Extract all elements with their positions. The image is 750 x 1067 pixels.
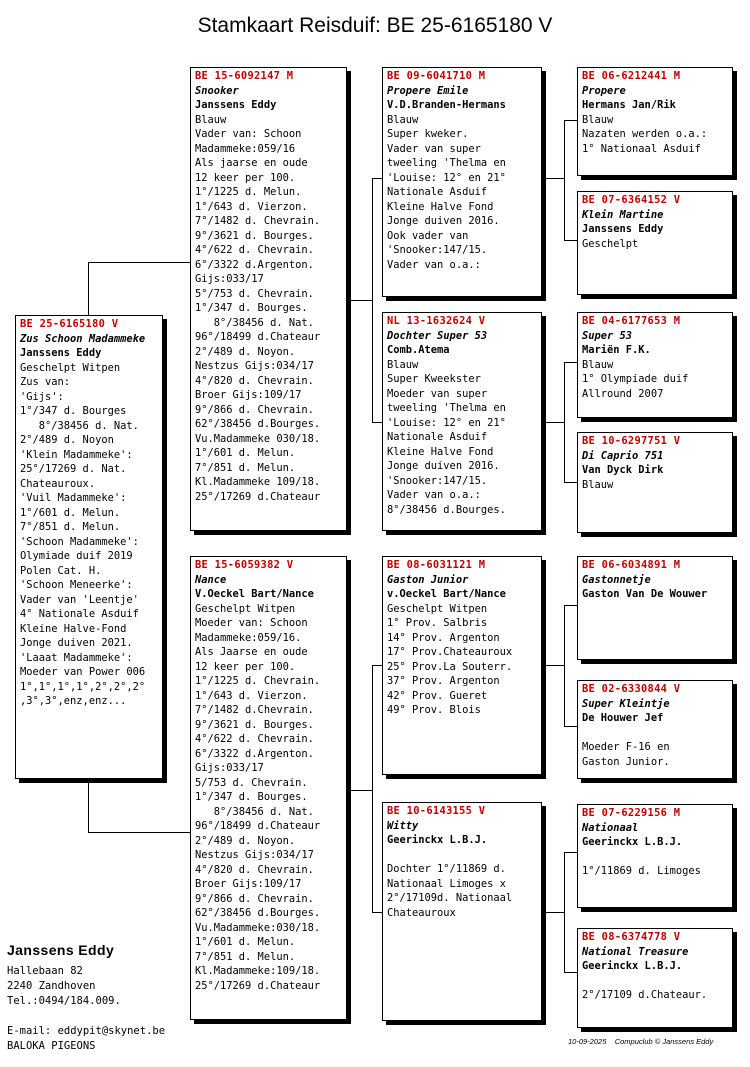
info-line: 42° Prov. Gueret (387, 689, 488, 702)
great-grandparent-card (577, 312, 733, 418)
connector-line (564, 726, 577, 727)
info-line: Moeder van Power 006 (20, 666, 146, 678)
owner-name: Van Dyck Dirk (582, 464, 664, 476)
pigeon-name: Super 53 (582, 329, 633, 342)
info-line: Nestzus Gijs:034/17 (195, 849, 314, 861)
granddam-maternal-card (382, 802, 542, 1021)
owner-name: V.Oeckel Bart/Nance (195, 588, 314, 600)
grandsire-paternal-card (382, 67, 542, 297)
info-line: 2°/489 d. Noyon (20, 434, 114, 446)
info-line: Jonge duiven 2021. (20, 637, 133, 649)
info-line: 'Snooker:147/15. (387, 244, 488, 256)
info-line: 4° Nationale Asduif (20, 608, 139, 620)
ring-number: BE 10-6297751 V (582, 435, 681, 447)
info-line: 9°/866 d. Chevrain. (195, 403, 314, 416)
info-line: 9°/3621 d. Bourges. (195, 229, 314, 242)
connector-line (372, 178, 373, 423)
info-line: 1°,1°,1°,1°,2°,2°,2° (20, 680, 146, 693)
connector-line (88, 778, 89, 833)
pigeon-name: Di Caprio 751 (582, 449, 664, 462)
info-line: 8°/38456 d. Nat. (195, 805, 314, 818)
info-line: 1°/347 d. Bourges. (195, 791, 308, 803)
owner-name: v.Oeckel Bart/Nance (387, 588, 506, 600)
connector-line (564, 240, 577, 241)
info-line: ,3°,3°,enz,enz... (20, 695, 127, 707)
info-line: Vu.Madammeke 030/18. (195, 432, 321, 445)
info-line: Gaston Junior. (582, 755, 670, 768)
owner-name: Janssens Eddy (195, 99, 277, 111)
connector-line (545, 422, 565, 423)
pigeon-name: Nationaal (582, 821, 639, 834)
info-line: Jonge duiven 2016. (387, 215, 500, 227)
ring-number: BE 07-6229156 M (582, 807, 681, 819)
info-line: Blauw (582, 478, 614, 491)
subject-card (15, 315, 163, 779)
info-line: Chateauroux. (20, 477, 96, 490)
info-line: Dochter 1°/11869 d. (387, 863, 506, 875)
info-line: 25° Prov.La Souterr. (387, 660, 513, 673)
info-line: 8°/38456 d. Nat. (195, 316, 314, 329)
info-line: 25°/17269 d.Chateaur (195, 979, 321, 992)
info-line: 'Laaat Madammeke': (20, 651, 133, 664)
great-grandparent-card (577, 556, 733, 660)
info-line: Chateauroux (387, 906, 456, 919)
info-line: 9°/3621 d. Bourges. (195, 718, 314, 731)
connector-line (564, 482, 577, 483)
info-line: 'Snooker:147/15. (387, 474, 488, 487)
info-line: 37° Prov. Argenton (387, 675, 500, 687)
info-line: 1°/643 d. Vierzon. (195, 689, 308, 702)
info-line: Blauw (582, 358, 614, 371)
info-line: 1°/643 d. Vierzon. (195, 200, 308, 213)
pigeon-name: Zus Schoon Madammeke (20, 332, 146, 345)
info-line: Vader van: Schoon (195, 128, 302, 140)
info-line: 7°/1482 d. Chevrain. (195, 215, 321, 227)
info-line: 7°/1482 d.Chevrain. (195, 704, 314, 716)
info-line: tweeling 'Thelma en (387, 402, 506, 414)
info-line: Moeder van: Schoon (195, 617, 308, 629)
info-line: Geschelpt Witpen (387, 602, 488, 615)
great-grandparent-card (577, 191, 733, 295)
info-line: 49° Prov. Blois (387, 704, 481, 716)
pigeon-name: Super Kleintje (582, 697, 670, 710)
info-line: 4°/820 d. Chevrain. (195, 374, 314, 387)
info-line: Nazaten werden o.a.: (582, 128, 708, 140)
pigeon-name: Gastonnetje (582, 573, 651, 586)
breeder-name: Janssens Eddy (7, 942, 115, 958)
info-line: 1° Nationaal Asduif (582, 142, 701, 155)
ring-number: BE 10-6143155 V (387, 805, 486, 817)
info-line: 14° Prov. Argenton (387, 631, 500, 644)
info-line: Geschelpt Witpen (20, 361, 121, 374)
great-grandparent-card (577, 67, 733, 176)
connector-line (545, 178, 565, 179)
ring-number: BE 15-6092147 M (195, 70, 294, 82)
ring-number: BE 02-6330844 V (582, 683, 681, 695)
info-line: Kleine Halve-Fond (20, 622, 127, 635)
great-grandparent-card (577, 680, 733, 779)
info-line: 1°/601 d. Melun. (195, 936, 296, 948)
pigeon-name: Snooker (195, 84, 239, 97)
breeder-city: 2240 Zandhoven (7, 980, 96, 992)
info-line: 4°/622 d. Chevrain. (195, 733, 314, 745)
info-line: Madammeke:059/16 (195, 142, 296, 155)
info-line: 17° Prov.Chateauroux (387, 646, 513, 658)
info-line: Blauw (387, 113, 419, 126)
connector-line (88, 262, 191, 263)
info-line: Als jaarse en oude (195, 157, 308, 169)
owner-name: Gaston Van De Wouwer (582, 588, 708, 600)
owner-name: V.D.Branden-Hermans (387, 99, 506, 111)
info-line: 'Gijs': (20, 390, 64, 403)
info-line: 'Klein Madammeke': (20, 448, 133, 461)
info-line: 1°/1225 d. Chevrain. (195, 675, 321, 687)
info-line: Nationale Asduif (387, 186, 488, 198)
info-line: Geschelpt (582, 237, 639, 250)
loft-name: BALOKA PIGEONS (7, 1040, 96, 1052)
info-line: 62°/38456 d.Bourges. (195, 907, 321, 919)
info-line: Gijs:033/17 (195, 762, 264, 774)
connector-line (564, 605, 565, 727)
info-line: 'Louise: 12° en 21° (387, 171, 506, 184)
pigeon-name: Propere Emile (387, 84, 469, 97)
great-grandparent-card (577, 804, 733, 908)
owner-name: Geerinckx L.B.J. (387, 834, 488, 846)
great-grandparent-card (577, 432, 733, 533)
connector-line (564, 362, 565, 482)
pigeon-name: National Treasure (582, 945, 689, 958)
info-line: 96°/18499 d.Chateaur (195, 820, 321, 832)
grandsire-maternal-card (382, 556, 542, 775)
info-line: Blauw (195, 113, 227, 126)
connector-line (350, 790, 372, 791)
info-line: 1° Prov. Salbris (387, 617, 488, 629)
info-line: 7°/851 d. Melun. (20, 521, 121, 533)
info-line: 25°/17269 d.Chateaur (195, 490, 321, 503)
info-line: Vader van o.a.: (387, 258, 481, 271)
owner-name: De Houwer Jef (582, 712, 664, 724)
info-line: Olymiade duif 2019 (20, 550, 133, 562)
ring-number: BE 08-6374778 V (582, 931, 681, 943)
pigeon-name: Nance (195, 573, 227, 586)
owner-name: Janssens Eddy (582, 223, 664, 235)
connector-line (564, 852, 565, 973)
info-line: Madammeke:059/16. (195, 631, 302, 644)
info-line: 1°/11869 d. Limoges (582, 865, 701, 877)
info-line: Blauw (387, 358, 419, 371)
info-line: Broer Gijs:109/17 (195, 878, 302, 890)
ring-number: BE 06-6212441 M (582, 70, 681, 82)
connector-line (545, 665, 565, 666)
info-line: 1°/347 d. Bourges (20, 405, 127, 417)
connector-line (545, 912, 565, 913)
info-line: 'Louise: 12° en 21° (387, 416, 506, 429)
info-line: Kleine Halve Fond (387, 445, 494, 458)
info-line: Super kweker. (387, 128, 469, 140)
info-line: tweeling 'Thelma en (387, 157, 506, 169)
info-line: 1°/1225 d. Melun. (195, 186, 302, 198)
info-line: 2°/489 d. Noyon. (195, 834, 296, 847)
info-line: Ook vader van (387, 229, 469, 242)
father-card (190, 67, 347, 531)
info-line: 6°/3322 d.Argenton. (195, 747, 314, 760)
info-line: 96°/18499 d.Chateaur (195, 331, 321, 343)
info-line: Moeder van super (387, 387, 488, 400)
connector-line (564, 362, 577, 363)
info-line: 1°/601 d. Melun. (195, 447, 296, 459)
breeder-phone: Tel.:0494/184.009. (7, 995, 121, 1007)
owner-name: Janssens Eddy (20, 347, 102, 359)
info-line: 12 keer per 100. (195, 171, 296, 184)
granddam-paternal-card (382, 312, 542, 531)
info-line: Broer Gijs:109/17 (195, 389, 302, 401)
connector-line (372, 912, 382, 913)
info-line: Kleine Halve Fond (387, 200, 494, 213)
info-line: 8°/38456 d.Bourges. (387, 503, 506, 516)
info-line: Als Jaarse en oude (195, 646, 308, 658)
connector-line (564, 120, 577, 121)
info-line: 2°/17109 d.Chateaur. (582, 989, 708, 1001)
connector-line (372, 178, 382, 179)
connector-line (88, 262, 89, 316)
info-line: 7°/851 d. Melun. (195, 950, 296, 963)
breeder-info (7, 940, 165, 1054)
breeder-email: E-mail: eddypit@skynet.be (7, 1025, 166, 1037)
info-line: 5°/753 d. Chevrain. (195, 287, 314, 300)
breeder-street: Hallebaan 82 (7, 965, 83, 977)
info-line: Polen Cat. H. (20, 564, 102, 577)
info-line: 'Vuil Madammeke': (20, 492, 127, 504)
info-line (582, 726, 728, 741)
connector-line (564, 852, 577, 853)
info-line: 1° Olympiade duif (582, 373, 689, 385)
great-grandparent-card (577, 928, 733, 1028)
connector-line (372, 665, 373, 913)
info-line: 2°/489 d. Noyon. (195, 345, 296, 358)
ring-number: NL 13-1632624 V (387, 315, 486, 327)
info-line: Allround 2007 (582, 387, 664, 400)
connector-line (372, 422, 382, 423)
info-line: Zus van: (20, 376, 71, 388)
owner-name: Geerinckx L.B.J. (582, 836, 683, 848)
info-line: Super Kweekster (387, 373, 481, 385)
info-line: Moeder F-16 en (582, 741, 670, 753)
info-line: Vader van o.a.: (387, 489, 481, 501)
pigeon-name: Witty (387, 819, 419, 832)
ring-number: BE 25-6165180 V (20, 318, 119, 330)
info-line (387, 848, 537, 863)
mother-card (190, 556, 347, 1020)
info-line: Nationale Asduif (387, 431, 488, 443)
info-line: Kl.Madammeke:109/18. (195, 965, 321, 977)
info-line: Vu.Madammeke:030/18. (195, 921, 321, 934)
connector-line (88, 832, 191, 833)
info-line (582, 850, 728, 865)
owner-name: Mariën F.K. (582, 344, 651, 356)
connector-line (372, 665, 382, 666)
pigeon-name: Propere (582, 84, 626, 97)
info-line: Nestzus Gijs:034/17 (195, 360, 314, 372)
ring-number: BE 08-6031121 M (387, 559, 486, 571)
info-line: 'Schoon Madammeke': (20, 535, 139, 548)
info-line: 62°/38456 d.Bourges. (195, 418, 321, 430)
info-line: Kl.Madammeke 109/18. (195, 476, 321, 488)
info-line: Geschelpt Witpen (195, 602, 296, 615)
pigeon-name: Klein Martine (582, 208, 664, 221)
info-line: 9°/866 d. Chevrain. (195, 892, 314, 905)
connector-line (564, 972, 577, 973)
info-line: 25°/17269 d. Nat. (20, 463, 127, 475)
ring-number: BE 15-6059382 V (195, 559, 294, 571)
pigeon-name: Gaston Junior (387, 573, 469, 586)
info-line: 8°/38456 d. Nat. (20, 419, 139, 432)
info-line: Blauw (582, 113, 614, 126)
ring-number: BE 09-6041710 M (387, 70, 486, 82)
ring-number: BE 06-6034891 M (582, 559, 681, 571)
info-line: 7°/851 d. Melun. (195, 461, 296, 474)
info-line: 12 keer per 100. (195, 660, 296, 673)
ring-number: BE 04-6177653 M (582, 315, 681, 327)
connector-line (564, 605, 577, 606)
owner-name: Hermans Jan/Rik (582, 99, 676, 111)
owner-name: Comb.Atema (387, 344, 450, 356)
info-line: 5/753 d. Chevrain. (195, 776, 308, 789)
info-line: 'Schoon Meneerke': (20, 579, 133, 591)
info-line: 1°/347 d. Bourges. (195, 302, 308, 314)
connector-line (564, 120, 565, 240)
info-line: Vader van super (387, 142, 481, 155)
info-line: Gijs:033/17 (195, 273, 264, 285)
info-line: 1°/601 d. Melun. (20, 506, 121, 519)
info-line (582, 974, 728, 989)
info-line: Jonge duiven 2016. (387, 460, 500, 472)
pigeon-name: Dochter Super 53 (387, 329, 488, 342)
info-line: Nationaal Limoges x (387, 877, 506, 890)
info-line: 2°/17109d. Nationaal (387, 892, 513, 904)
info-line: 6°/3322 d.Argenton. (195, 258, 314, 271)
connector-line (350, 300, 372, 301)
ring-number: BE 07-6364152 V (582, 194, 681, 206)
page-title: Stamkaart Reisduif: BE 25-6165180 V (197, 14, 553, 37)
info-line: 4°/622 d. Chevrain. (195, 244, 314, 256)
footer-credit: 10-09-2025 Compuclub © Janssens Eddy (568, 1037, 714, 1046)
info-line: 4°/820 d. Chevrain. (195, 863, 314, 876)
owner-name: Geerinckx L.B.J. (582, 960, 683, 972)
info-line: Vader van 'Leentje' (20, 593, 139, 606)
